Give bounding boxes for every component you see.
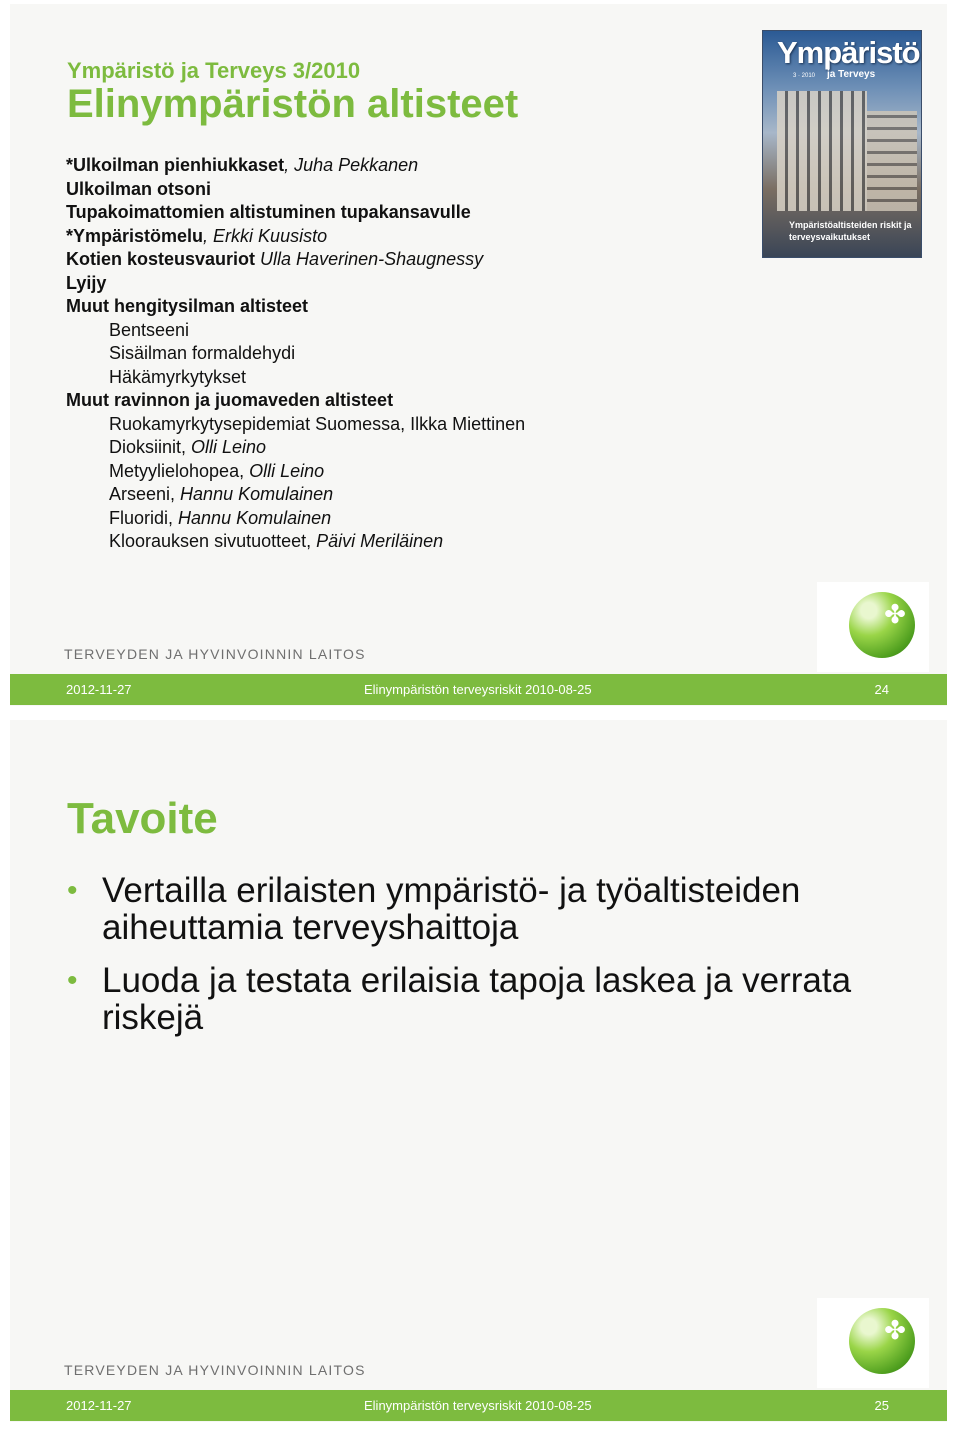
- item-author: Olli Leino: [191, 437, 267, 457]
- cover-logo-subtitle: ja Terveys: [827, 69, 876, 80]
- slide-title: Elinympäristön altisteet: [67, 82, 519, 126]
- list-item: [66, 295, 626, 319]
- item-title: Muut hengitysilman altisteet: [66, 296, 309, 316]
- list-item: [66, 483, 626, 507]
- slide-subtitle: Ympäristö ja Terveys 3/2010: [67, 58, 361, 83]
- footer-title: Elinympäristön terveysriskit 2010-08-25: [364, 682, 592, 697]
- item-author: Hannu Komulainen: [178, 507, 332, 528]
- page-number: 25: [874, 1398, 889, 1413]
- cover-building-image-right: [867, 111, 917, 211]
- item-topic: Kloorauksen sivutuotteet,: [109, 531, 317, 551]
- list-item: [66, 436, 626, 460]
- list-item: [66, 178, 626, 202]
- footer-date: 2012-11-27: [66, 682, 132, 697]
- item-author: Hannu Komulainen: [180, 484, 334, 504]
- cover-building-image: [777, 91, 867, 211]
- org-name: TERVEYDEN JA HYVINVOINNIN LAITOS: [64, 646, 366, 662]
- list-item: [66, 413, 626, 437]
- list-item: [66, 366, 626, 390]
- item-topic: Häkämyrkytykset: [109, 366, 247, 387]
- item-title: Lyijy: [66, 272, 107, 293]
- item-topic: Metyylielohopea,: [109, 460, 250, 481]
- magazine-cover: [762, 30, 922, 258]
- list-item: [66, 225, 626, 249]
- item-author: Päivi Meriläinen: [316, 531, 444, 551]
- list-item: [66, 342, 626, 366]
- bullet-list: [67, 872, 917, 1052]
- item-title: Muut ravinnon ja juomaveden altisteet: [66, 390, 394, 410]
- list-item: [66, 530, 626, 554]
- item-title: *Ympäristömelu: [66, 225, 204, 246]
- org-name: TERVEYDEN JA HYVINVOINNIN LAITOS: [64, 1362, 366, 1378]
- item-title: Tupakoimattomien altistuminen tupakansavulle: [66, 202, 471, 222]
- article-list: [66, 154, 626, 554]
- thl-logo: [817, 1298, 929, 1388]
- slide-25: [10, 720, 947, 1422]
- item-topic: Sisäilman formaldehydi: [109, 343, 296, 363]
- item-title: Ulkoilman otsoni: [66, 178, 212, 199]
- list-item: [66, 248, 626, 272]
- list-item: [66, 201, 626, 225]
- footer-title: Elinympäristön terveysriskit 2010-08-25: [364, 1398, 592, 1413]
- item-topic: Fluoridi,: [109, 507, 179, 528]
- cover-logo: Ympäristö: [777, 35, 920, 70]
- page-number: 24: [874, 682, 889, 697]
- list-item: [66, 319, 626, 343]
- bullet-icon: •: [67, 874, 78, 907]
- item-title: Kotien kosteusvauriot: [66, 249, 256, 269]
- leaf-icon: ✤: [884, 1315, 906, 1345]
- list-item: [67, 872, 917, 946]
- list-item: [67, 962, 917, 1036]
- item-topic: Dioksiinit,: [109, 437, 192, 457]
- footer-date: 2012-11-27: [66, 1398, 132, 1413]
- list-item: [66, 154, 626, 178]
- footer-bar: [10, 674, 947, 705]
- list-item: [66, 460, 626, 484]
- item-topic: Arseeni,: [109, 484, 181, 504]
- thl-logo: [817, 582, 929, 672]
- list-item: [66, 507, 626, 531]
- list-item: [66, 389, 626, 413]
- item-topic: Ruokamyrkytysepidemiat Suomessa, Ilkka Miettinen: [109, 413, 526, 434]
- slide-title: Tavoite: [67, 794, 218, 843]
- leaf-icon: ✤: [884, 599, 906, 629]
- item-title: *Ulkoilman pienhiukkaset: [66, 155, 285, 175]
- item-topic: Bentseeni: [109, 319, 190, 340]
- globe-icon: [849, 592, 915, 658]
- cover-tagline: Ympäristöaltisteiden riskit ja terveysvaikutukset: [789, 220, 912, 242]
- list-item: [66, 272, 626, 296]
- footer-bar: [10, 1390, 947, 1421]
- bullet-text: Vertailla erilaisten ympäristö- ja työaltisteiden aiheuttamia terveyshaittoja: [102, 871, 801, 947]
- slide-24: [10, 4, 947, 706]
- item-author: , Erkki Kuusisto: [203, 225, 328, 246]
- cover-issue: 3 · 2010: [793, 73, 816, 79]
- item-author: Olli Leino: [249, 460, 325, 481]
- bullet-text: Luoda ja testata erilaisia tapoja laskea ja verrata riskejä: [102, 961, 852, 1037]
- bullet-icon: •: [67, 964, 78, 997]
- globe-icon: [849, 1308, 915, 1374]
- item-author: Ulla Haverinen-Shaugnessy: [255, 249, 484, 269]
- item-author: , Juha Pekkanen: [284, 155, 419, 175]
